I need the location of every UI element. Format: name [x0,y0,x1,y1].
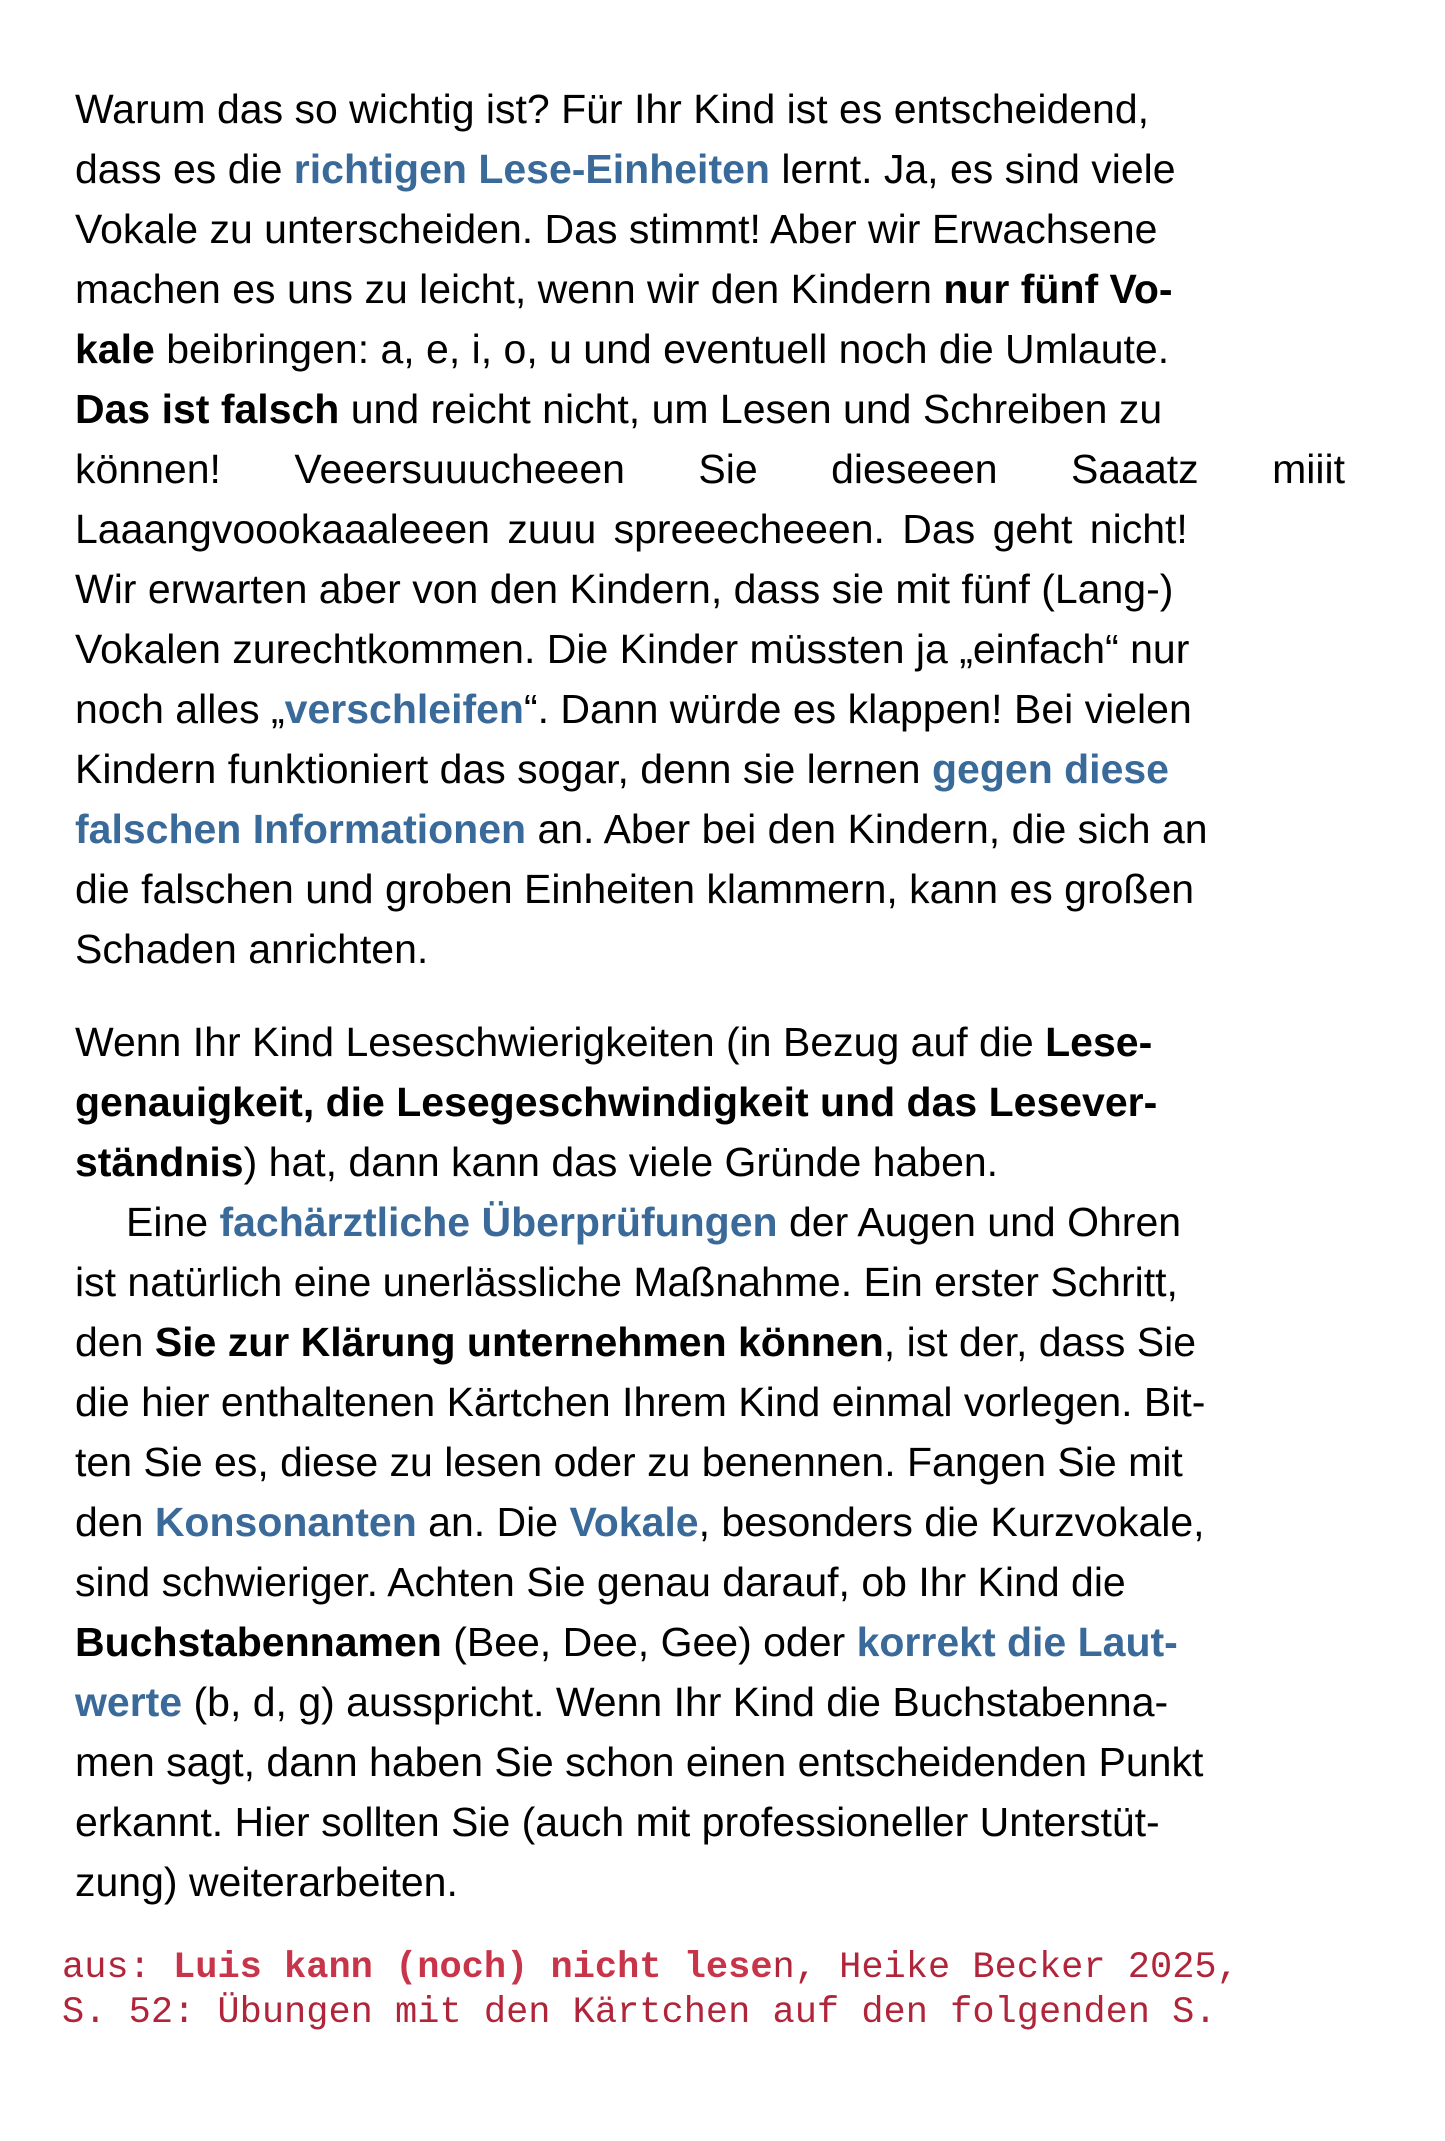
highlight-konsonanten: Konsonanten [154,1499,417,1545]
p1-line-14 [75,859,1345,919]
highlight-falschen-informationen: falschen Informationen [75,806,527,852]
text: (b, d, g) ausspricht. Wenn Ihr Kind die Buchstabenna- [182,1679,1169,1725]
text: der Augen und Ohren [777,1199,1182,1245]
p3-line-2 [75,1252,1345,1312]
p2-line-1 [75,1012,1345,1072]
bold-das-ist-falsch: Das ist falsch [75,386,340,432]
text: zung) weiterarbeiten. [75,1859,458,1905]
text: ) hat, dann kann das viele Gründe haben. [243,1139,999,1185]
highlight-richtige-lese-einheiten: richtigen Lese-Einheiten [293,146,770,192]
p3-line-3 [75,1312,1345,1372]
text: Laaangvoookaaaleeen zuuu spreeecheeen. Das geht nicht! [75,506,1188,552]
bold-staendnis: ständnis [75,1139,244,1185]
text: aus: [62,1947,174,1989]
text: machen es uns zu leicht, wenn wir den Kindern [75,266,944,312]
p2-line-2 [75,1072,1345,1132]
highlight-verschleifen: verschleifen [284,686,524,732]
p1-line-7 [75,439,1345,499]
text: dass es die [75,146,294,192]
p1-line-12 [75,739,1345,799]
p3-line-6 [75,1492,1345,1552]
p1-line-4 [75,259,1345,319]
source-line-1 [62,1946,1362,1991]
text: “. Dann würde es klappen! Bei vielen [523,686,1192,732]
text: (Bee, Dee, Gee) oder [441,1619,857,1665]
p1-line-1 [75,79,1345,139]
p3-line-4 [75,1372,1345,1432]
p3-line-11 [75,1792,1345,1852]
p1-line-3 [75,199,1345,259]
text: S. 52: Übungen mit den Kärtchen auf den folgenden S. [62,1992,1217,2034]
highlight-werte: werte [75,1679,183,1725]
text: Kindern funktioniert das sogar, denn sie lernen [75,746,932,792]
p1-line-10 [75,619,1345,679]
text: n, Heike Becker 2025, [772,1947,1239,1989]
text: und reicht nicht, um Lesen und Schreiben zu [339,386,1163,432]
text: , besonders die Kurzvokale, [698,1499,1205,1545]
p2-line-3 [75,1132,1345,1192]
highlight-vokale: Vokale [569,1499,699,1545]
bold-buchstabennamen: Buchstabennamen [75,1619,442,1665]
bold-lesegenauigkeit: genauigkeit, die Lesegeschwindigkeit und das Lesever- [75,1079,1158,1125]
highlight-gegen-diese: gegen diese [932,746,1169,792]
p1-line-2 [75,139,1345,199]
p3-line-5 [75,1432,1345,1492]
source-line-2 [62,1991,1362,2036]
text: beibringen: a, e, i, o, u und eventuell noch die Umlaute. [154,326,1170,372]
text: Wir erwarten aber von den Kindern, dass sie mit fünf (Lang-) [75,566,1174,612]
text: lernt. Ja, es sind viele [769,146,1176,192]
bold-kale: kale [75,326,155,372]
p1-line-15 [75,919,1345,979]
text: sind schwieriger. Achten Sie genau darauf, ob Ihr Kind die [75,1559,1126,1605]
text: erkannt. Hier sollten Sie (auch mit professioneller Unterstüt- [75,1799,1160,1845]
text: an. Die [416,1499,570,1545]
p1-line-8 [75,499,1345,559]
bold-nur-fuenf-vokale: nur fünf Vo- [943,266,1173,312]
highlight-korrekt-die-laut: korrekt die Laut- [856,1619,1178,1665]
text: Schaden anrichten. [75,926,429,972]
text: noch alles „ [75,686,285,732]
p3-line-9 [75,1672,1345,1732]
highlight-fachaerztliche-ueberpruefungen: fachärztliche Überprüfungen [219,1199,778,1245]
text: die falschen und groben Einheiten klammern, kann es großen [75,866,1195,912]
bold-lese: Lese- [1045,1019,1153,1065]
p3-line-1 [126,1192,1345,1252]
text: ten Sie es, diese zu lesen oder zu benennen. Fangen Sie mit [75,1439,1183,1485]
text: Wenn Ihr Kind Leseschwierigkeiten (in Bezug auf die [75,1019,1046,1065]
p1-line-11 [75,679,1345,739]
text: Warum das so wichtig ist? Für Ihr Kind ist es entscheidend, [75,86,1150,132]
text: Vokale zu unterscheiden. Das stimmt! Aber wir Erwachsene [75,206,1158,252]
text: können! Veeersuuucheeen Sie dieseeen Saaatz miiit [75,446,1345,492]
p1-line-13 [75,799,1345,859]
p3-line-7 [75,1552,1345,1612]
text: den [75,1499,155,1545]
p1-line-6 [75,379,1345,439]
text: Vokalen zurechtkommen. Die Kinder müssten ja „einfach“ nur [75,626,1190,672]
text: die hier enthaltenen Kärtchen Ihrem Kind einmal vorlegen. Bit- [75,1379,1206,1425]
p3-line-10 [75,1732,1345,1792]
text: , ist der, dass Sie [883,1319,1197,1365]
bold-sie-zur-klaerung: Sie zur Klärung unternehmen können [154,1319,884,1365]
source-book-title: Luis kann (noch) nicht lese [173,1947,773,1989]
text: ist natürlich eine unerlässliche Maßnahme. Ein erster Schritt, [75,1259,1178,1305]
text: den [75,1319,155,1365]
p3-line-8 [75,1612,1345,1672]
p1-line-5 [75,319,1345,379]
p1-line-9 [75,559,1345,619]
text: an. Aber bei den Kindern, die sich an [526,806,1208,852]
p3-line-12 [75,1852,1345,1912]
text: men sagt, dann haben Sie schon einen entscheidenden Punkt [75,1739,1204,1785]
text: Eine [126,1199,220,1245]
